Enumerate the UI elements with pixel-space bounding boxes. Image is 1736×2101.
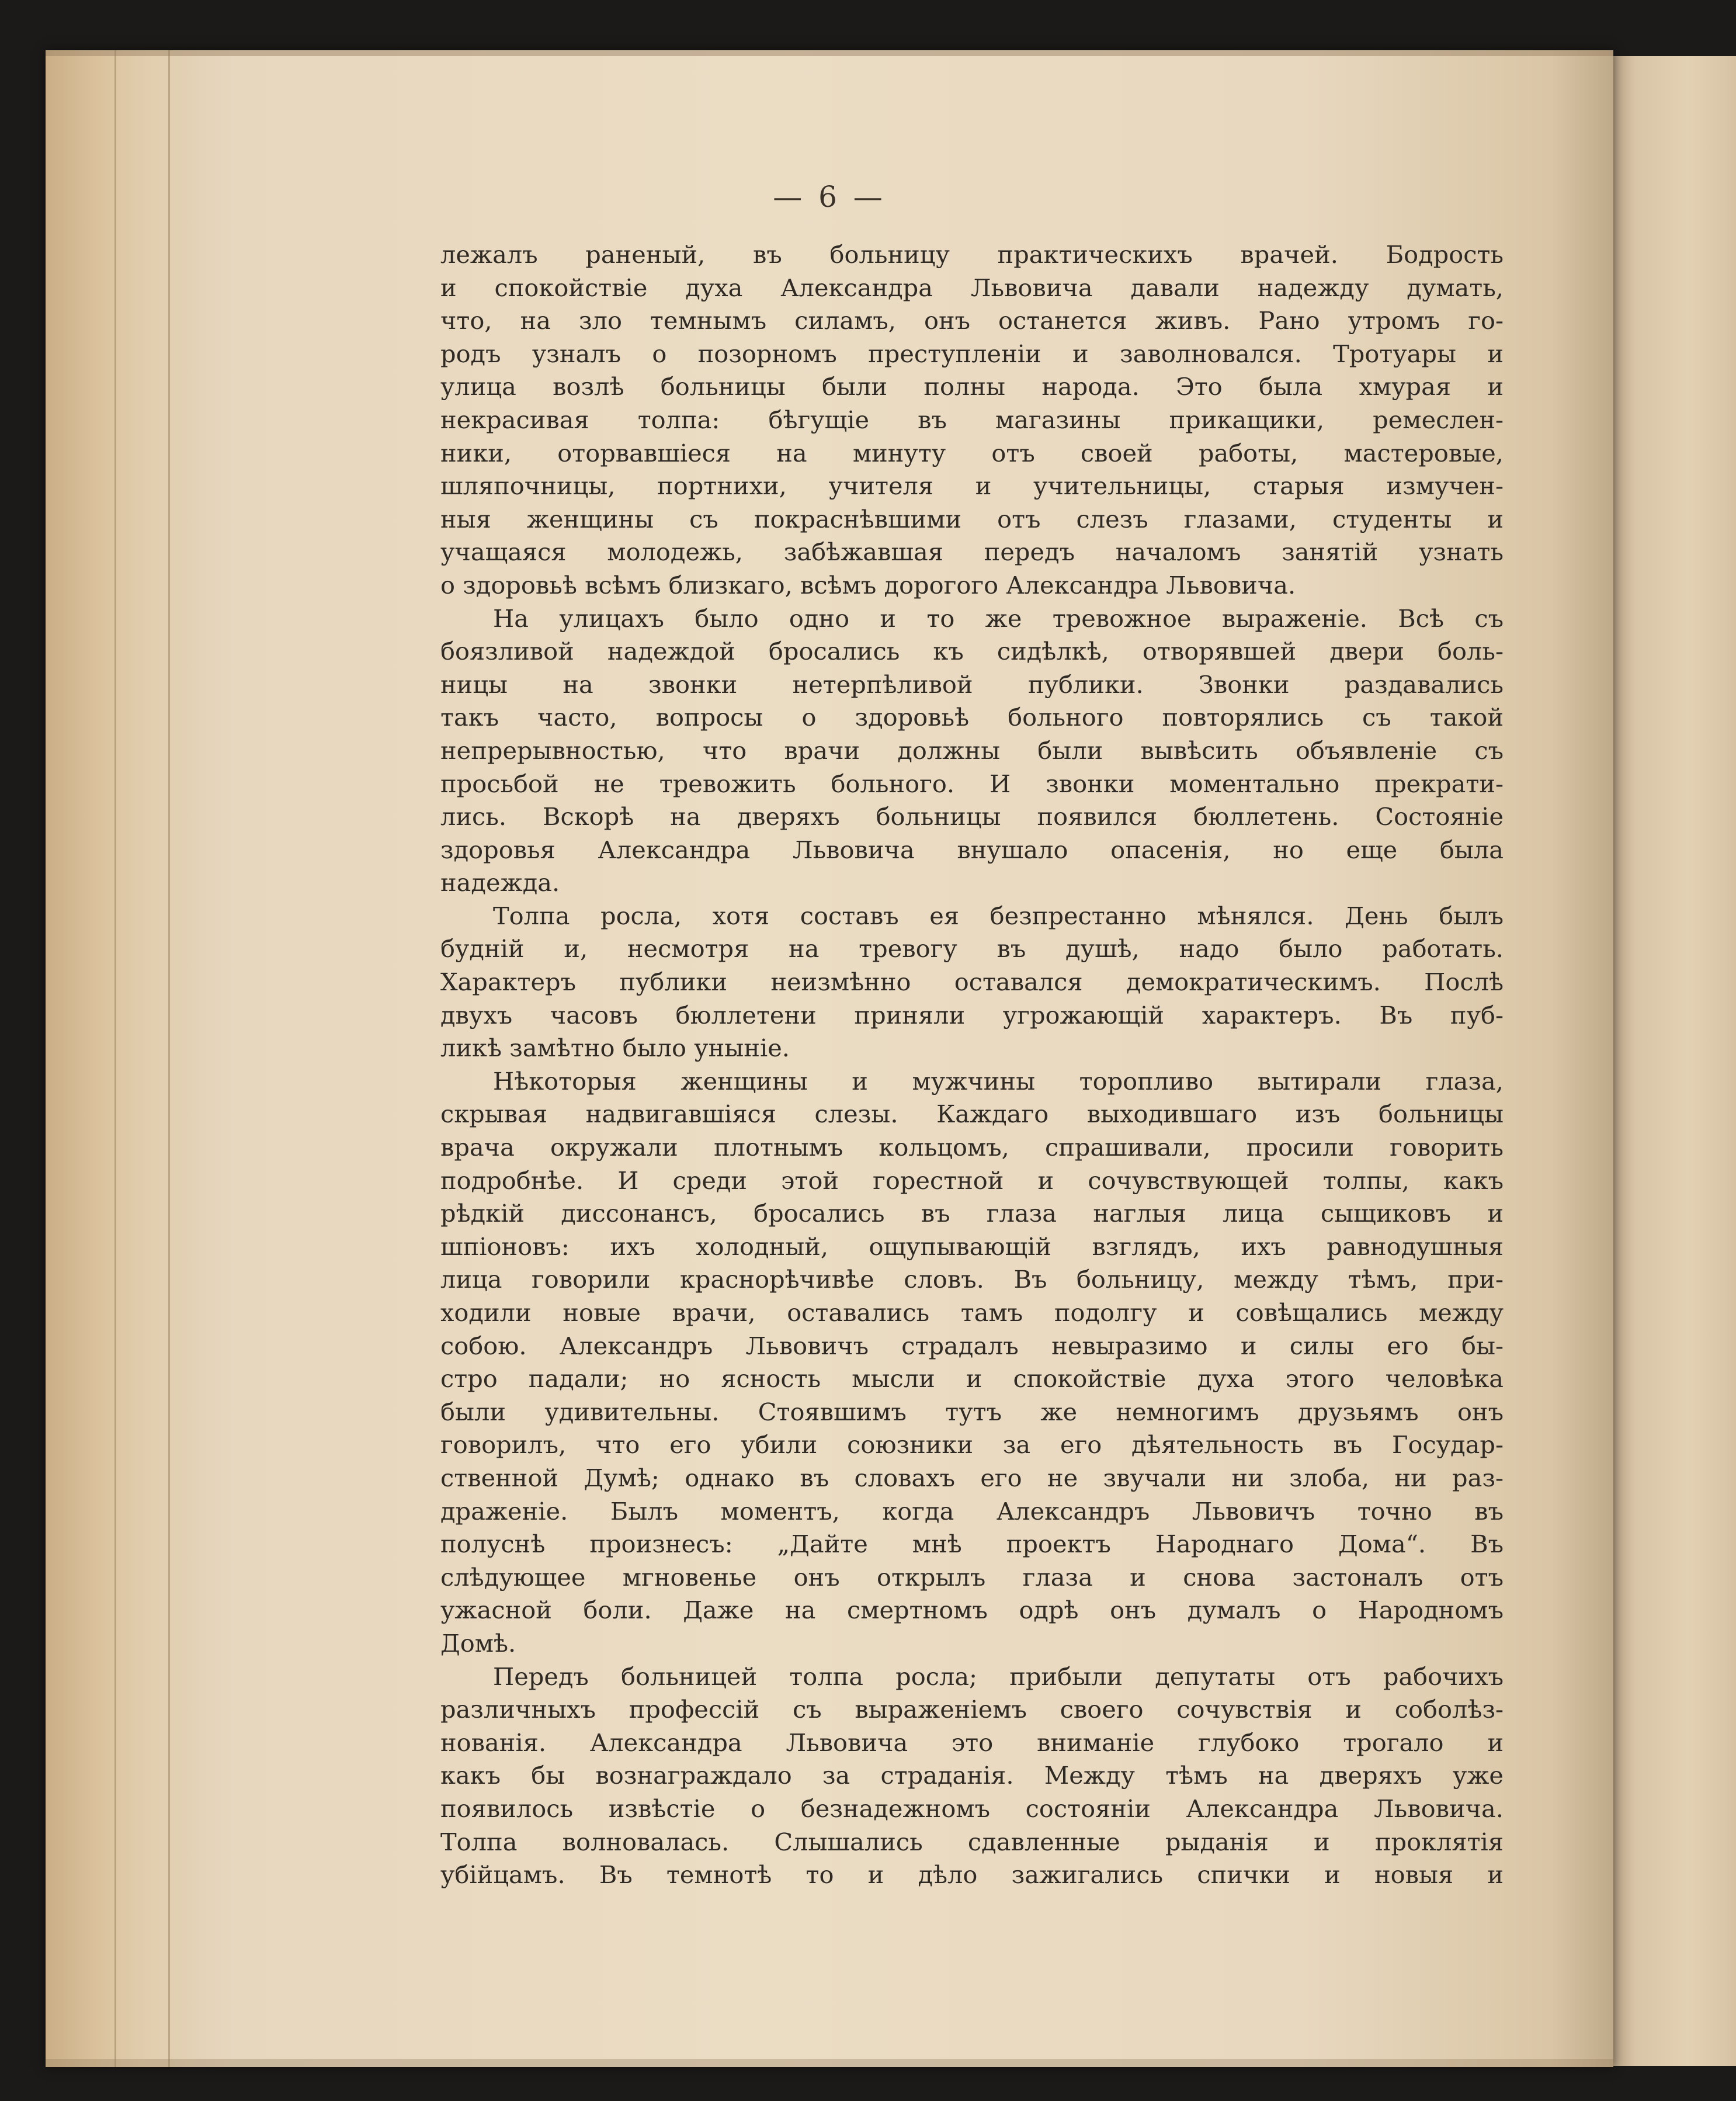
- text-line: убійцамъ. Въ темнотѣ то и дѣло зажигались спички и новыя и: [440, 1860, 1504, 1889]
- text-line: двухъ часовъ бюллетени приняли угрожающій характеръ. Въ пуб-: [440, 1000, 1504, 1029]
- text-line: лица говорили краснорѣчивѣе словъ. Въ больницу, между тѣмъ, при-: [440, 1265, 1504, 1294]
- text-line: Нѣкоторыя женщины и мужчины торопливо вытирали глаза,: [493, 1066, 1504, 1095]
- text-line: учащаяся молодежь, забѣжавшая передъ началомъ занятій узнать: [440, 538, 1504, 567]
- text-line: Домѣ.: [440, 1628, 516, 1658]
- text-line: будній и, несмотря на тревогу въ душѣ, надо было работать.: [440, 934, 1504, 963]
- page-number: — 6 —: [773, 180, 886, 214]
- text-line: подробнѣе. И среди этой горестной и сочувствующей толпы, какъ: [440, 1166, 1504, 1195]
- text-line: ственной Думѣ; однако въ словахъ его не звучали ни злоба, ни раз-: [440, 1463, 1504, 1492]
- text-line: здоровья Александра Львовича внушало опасенія, но еще была: [440, 835, 1504, 864]
- text-line: надежда.: [440, 868, 560, 897]
- next-page-edge: [1611, 56, 1736, 2066]
- text-line: шпіоновъ: ихъ холодный, ощупывающій взглядъ, ихъ равнодушныя: [440, 1232, 1504, 1261]
- text-line: непрерывностью, что врачи должны были вывѣсить объявленіе съ: [440, 736, 1504, 765]
- text-line: ликѣ замѣтно было уныніе.: [440, 1034, 790, 1063]
- text-line: говорилъ, что его убили союзники за его дѣятельность въ Государ-: [440, 1430, 1504, 1459]
- binding-fold-line: [114, 50, 116, 2067]
- text-line: собою. Александръ Львовичъ страдалъ невыразимо и силы его бы-: [440, 1331, 1504, 1360]
- text-line: слѣдующее мгновенье онъ открылъ глаза и снова застоналъ отъ: [440, 1562, 1504, 1592]
- text-line: ходили новые врачи, оставались тамъ подолгу и совѣщались между: [440, 1298, 1504, 1327]
- text-line: такъ часто, вопросы о здоровьѣ больного повторялись съ такой: [440, 703, 1504, 732]
- text-line: врача окружали плотнымъ кольцомъ, спрашивали, просили говорить: [440, 1133, 1504, 1162]
- text-line: рѣдкій диссонансъ, бросались въ глаза наглыя лица сыщиковъ и: [440, 1199, 1504, 1228]
- body-text: [440, 238, 1504, 1892]
- text-line: о здоровьѣ всѣмъ близкаго, всѣмъ дорогого Александра Львовича.: [440, 570, 1296, 599]
- text-line: улица возлѣ больницы были полны народа. Это была хмурая и: [440, 372, 1504, 401]
- binding-fold-line: [168, 50, 170, 2067]
- text-line: Характеръ публики неизмѣнно оставался демократическимъ. Послѣ: [440, 968, 1504, 997]
- text-line: были удивительны. Стоявшимъ тутъ же немногимъ друзьямъ онъ: [440, 1397, 1504, 1426]
- text-line: родъ узналъ о позорномъ преступленіи и заволновался. Тротуары и: [440, 339, 1504, 368]
- text-line: Толпа волновалась. Слышались сдавленные рыданія и проклятія: [440, 1827, 1504, 1856]
- page-bottom-edge: [46, 2059, 1613, 2067]
- text-line: полуснѣ произнесъ: „Дайте мнѣ проектъ Народнаго Дома“. Въ: [440, 1530, 1504, 1559]
- text-line: Толпа росла, хотя составъ ея безпрестанно мѣнялся. День былъ: [493, 901, 1504, 930]
- text-line: ужасной боли. Даже на смертномъ одрѣ онъ думалъ о Народномъ: [440, 1596, 1504, 1625]
- page-binding: [46, 50, 197, 2067]
- text-line: лись. Вскорѣ на дверяхъ больницы появился бюллетень. Состояніе: [440, 802, 1504, 831]
- page-top-edge: [46, 50, 1613, 56]
- text-line: ницы на звонки нетерпѣливой публики. Звонки раздавались: [440, 670, 1504, 699]
- text-line: некрасивая толпа: бѣгущіе въ магазины прикащики, ремеслен-: [440, 405, 1504, 434]
- text-line: шляпочницы, портнихи, учителя и учительницы, старыя измучен-: [440, 471, 1504, 501]
- text-line: какъ бы вознаграждало за страданія. Между тѣмъ на дверяхъ уже: [440, 1761, 1504, 1790]
- text-line: ныя женщины съ покраснѣвшими отъ слезъ глазами, студенты и: [440, 504, 1504, 533]
- text-line: различныхъ профессій съ выраженіемъ своего сочувствія и соболѣз-: [440, 1695, 1504, 1724]
- book-page: [46, 50, 1613, 2067]
- text-line: Передъ больницей толпа росла; прибыли депутаты отъ рабочихъ: [493, 1662, 1504, 1691]
- text-line: боязливой надеждой бросались къ сидѣлкѣ, отворявшей двери боль-: [440, 637, 1504, 666]
- text-line: просьбой не тревожить больного. И звонки моментально прекрати-: [440, 769, 1504, 798]
- text-line: появилось извѣстіе о безнадежномъ состояніи Александра Львовича.: [440, 1794, 1504, 1823]
- text-line: драженіе. Былъ моментъ, когда Александръ Львовичъ точно въ: [440, 1496, 1504, 1526]
- text-line: и спокойствіе духа Александра Львовича давали надежду думать,: [440, 273, 1504, 302]
- text-line: стро падали; но ясность мысли и спокойствіе духа этого человѣка: [440, 1364, 1504, 1393]
- text-line: нованія. Александра Львовича это вниманіе глубоко трогало и: [440, 1728, 1504, 1757]
- text-line: скрывая надвигавшіяся слезы. Каждаго выходившаго изъ больницы: [440, 1100, 1504, 1129]
- text-line: ники, оторвавшіеся на минуту отъ своей работы, мастеровые,: [440, 438, 1504, 467]
- text-line: На улицахъ было одно и то же тревожное выраженіе. Всѣ съ: [493, 604, 1504, 633]
- text-line: лежалъ раненый, въ больницу практическихъ врачей. Бодрость: [440, 240, 1504, 269]
- text-line: что, на зло темнымъ силамъ, онъ останется живъ. Рано утромъ го-: [440, 306, 1504, 335]
